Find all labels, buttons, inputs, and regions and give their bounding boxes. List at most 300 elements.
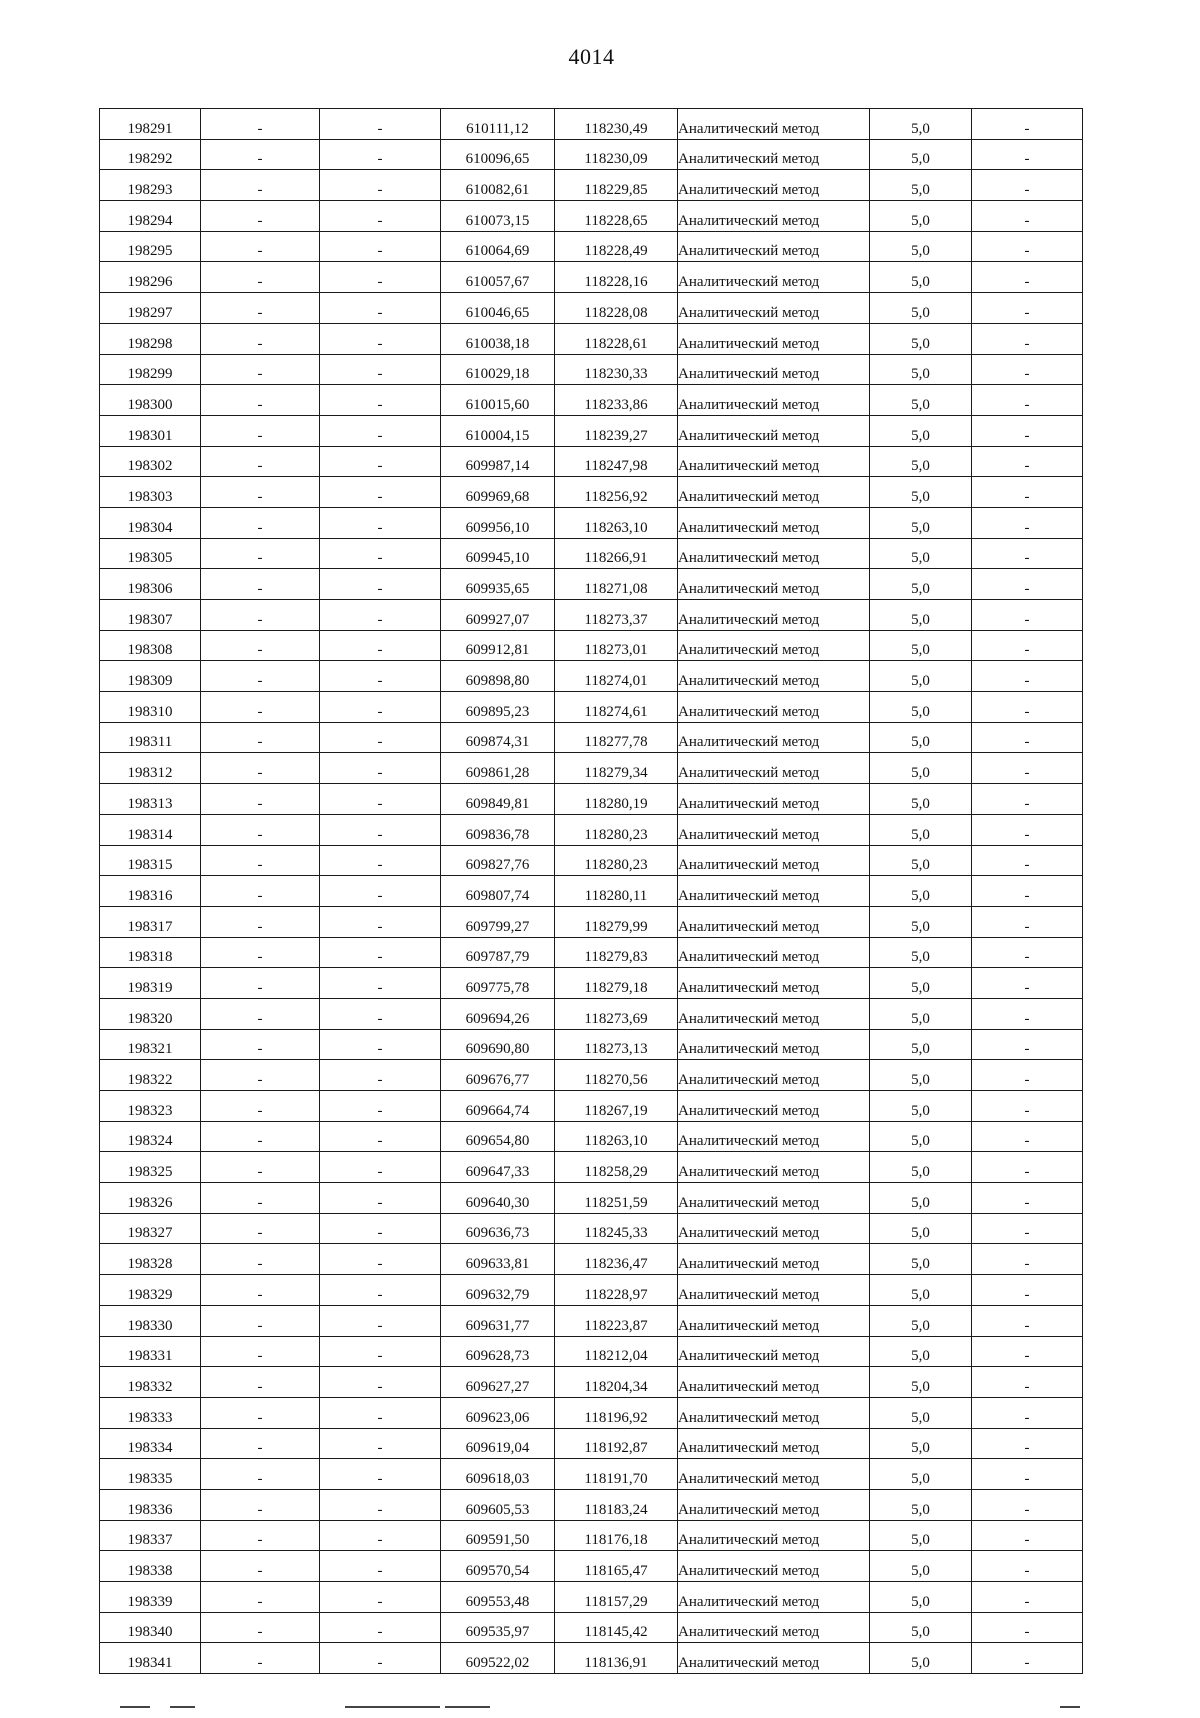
determination-method-cell: Аналитический метод	[678, 446, 870, 477]
x-coordinate-cell: 610111,12	[441, 109, 555, 140]
point-number-cell: 198306	[100, 569, 201, 600]
y-coordinate-cell: 118204,34	[555, 1367, 678, 1398]
empty-value-cell: -	[320, 968, 441, 999]
accuracy-cell: 5,0	[870, 845, 972, 876]
x-coordinate-cell: 609927,07	[441, 600, 555, 631]
empty-value-cell: -	[320, 354, 441, 385]
empty-value-cell: -	[201, 446, 320, 477]
empty-value-cell: -	[201, 1275, 320, 1306]
determination-method-cell: Аналитический метод	[678, 262, 870, 293]
point-number-cell: 198300	[100, 385, 201, 416]
empty-value-cell: -	[320, 1060, 441, 1091]
empty-value-cell: -	[972, 1060, 1083, 1091]
table-row	[100, 385, 1083, 416]
table-row	[100, 906, 1083, 937]
point-number-cell: 198315	[100, 845, 201, 876]
table-row	[100, 937, 1083, 968]
x-coordinate-cell: 610015,60	[441, 385, 555, 416]
table-row	[100, 630, 1083, 661]
table-row	[100, 538, 1083, 569]
y-coordinate-cell: 118228,97	[555, 1275, 678, 1306]
empty-value-cell: -	[320, 814, 441, 845]
point-number-cell: 198336	[100, 1489, 201, 1520]
table-row	[100, 722, 1083, 753]
empty-value-cell: -	[972, 906, 1083, 937]
table-row	[100, 293, 1083, 324]
y-coordinate-cell: 118223,87	[555, 1305, 678, 1336]
empty-value-cell: -	[201, 1305, 320, 1336]
determination-method-cell: Аналитический метод	[678, 385, 870, 416]
determination-method-cell: Аналитический метод	[678, 630, 870, 661]
empty-value-cell: -	[201, 784, 320, 815]
accuracy-cell: 5,0	[870, 998, 972, 1029]
empty-value-cell: -	[201, 507, 320, 538]
empty-value-cell: -	[320, 1582, 441, 1613]
determination-method-cell: Аналитический метод	[678, 231, 870, 262]
x-coordinate-cell: 609787,79	[441, 937, 555, 968]
x-coordinate-cell: 609836,78	[441, 814, 555, 845]
accuracy-cell: 5,0	[870, 170, 972, 201]
empty-value-cell: -	[972, 446, 1083, 477]
x-coordinate-cell: 609874,31	[441, 722, 555, 753]
point-number-cell: 198339	[100, 1582, 201, 1613]
determination-method-cell: Аналитический метод	[678, 1183, 870, 1214]
determination-method-cell: Аналитический метод	[678, 1305, 870, 1336]
accuracy-cell: 5,0	[870, 1582, 972, 1613]
y-coordinate-cell: 118251,59	[555, 1183, 678, 1214]
empty-value-cell: -	[201, 1336, 320, 1367]
accuracy-cell: 5,0	[870, 231, 972, 262]
y-coordinate-cell: 118228,16	[555, 262, 678, 293]
empty-value-cell: -	[972, 1459, 1083, 1490]
empty-value-cell: -	[201, 569, 320, 600]
x-coordinate-cell: 609827,76	[441, 845, 555, 876]
accuracy-cell: 5,0	[870, 1367, 972, 1398]
table-row	[100, 784, 1083, 815]
table-row	[100, 139, 1083, 170]
table-row	[100, 968, 1083, 999]
empty-value-cell: -	[201, 323, 320, 354]
accuracy-cell: 5,0	[870, 937, 972, 968]
empty-value-cell: -	[201, 109, 320, 140]
determination-method-cell: Аналитический метод	[678, 139, 870, 170]
empty-value-cell: -	[972, 1643, 1083, 1674]
accuracy-cell: 5,0	[870, 1459, 972, 1490]
empty-value-cell: -	[972, 477, 1083, 508]
empty-value-cell: -	[320, 692, 441, 723]
x-coordinate-cell: 609654,80	[441, 1121, 555, 1152]
point-number-cell: 198333	[100, 1397, 201, 1428]
point-number-cell: 198308	[100, 630, 201, 661]
empty-value-cell: -	[972, 1367, 1083, 1398]
x-coordinate-cell: 609640,30	[441, 1183, 555, 1214]
y-coordinate-cell: 118165,47	[555, 1551, 678, 1582]
x-coordinate-cell: 609895,23	[441, 692, 555, 723]
empty-value-cell: -	[201, 1582, 320, 1613]
empty-value-cell: -	[972, 507, 1083, 538]
point-number-cell: 198319	[100, 968, 201, 999]
accuracy-cell: 5,0	[870, 1152, 972, 1183]
empty-value-cell: -	[972, 323, 1083, 354]
table-row	[100, 1428, 1083, 1459]
empty-value-cell: -	[320, 600, 441, 631]
determination-method-cell: Аналитический метод	[678, 293, 870, 324]
empty-value-cell: -	[320, 906, 441, 937]
empty-value-cell: -	[320, 661, 441, 692]
y-coordinate-cell: 118236,47	[555, 1244, 678, 1275]
y-coordinate-cell: 118191,70	[555, 1459, 678, 1490]
empty-value-cell: -	[201, 998, 320, 1029]
table-row	[100, 569, 1083, 600]
empty-value-cell: -	[320, 1520, 441, 1551]
accuracy-cell: 5,0	[870, 876, 972, 907]
determination-method-cell: Аналитический метод	[678, 661, 870, 692]
y-coordinate-cell: 118280,23	[555, 845, 678, 876]
point-number-cell: 198318	[100, 937, 201, 968]
determination-method-cell: Аналитический метод	[678, 968, 870, 999]
accuracy-cell: 5,0	[870, 201, 972, 232]
empty-value-cell: -	[201, 1551, 320, 1582]
y-coordinate-cell: 118233,86	[555, 385, 678, 416]
empty-value-cell: -	[972, 293, 1083, 324]
empty-value-cell: -	[201, 1060, 320, 1091]
determination-method-cell: Аналитический метод	[678, 569, 870, 600]
point-number-cell: 198325	[100, 1152, 201, 1183]
x-coordinate-cell: 609664,74	[441, 1091, 555, 1122]
table-row	[100, 1489, 1083, 1520]
x-coordinate-cell: 609628,73	[441, 1336, 555, 1367]
empty-value-cell: -	[972, 630, 1083, 661]
empty-value-cell: -	[972, 998, 1083, 1029]
y-coordinate-cell: 118273,69	[555, 998, 678, 1029]
y-coordinate-cell: 118245,33	[555, 1213, 678, 1244]
table-row	[100, 1091, 1083, 1122]
empty-value-cell: -	[972, 1275, 1083, 1306]
empty-value-cell: -	[320, 262, 441, 293]
table-row	[100, 1582, 1083, 1613]
table-row	[100, 692, 1083, 723]
accuracy-cell: 5,0	[870, 1060, 972, 1091]
x-coordinate-cell: 609619,04	[441, 1428, 555, 1459]
point-number-cell: 198316	[100, 876, 201, 907]
point-number-cell: 198296	[100, 262, 201, 293]
empty-value-cell: -	[320, 845, 441, 876]
determination-method-cell: Аналитический метод	[678, 1152, 870, 1183]
y-coordinate-cell: 118279,34	[555, 753, 678, 784]
empty-value-cell: -	[320, 323, 441, 354]
y-coordinate-cell: 118230,49	[555, 109, 678, 140]
point-number-cell: 198302	[100, 446, 201, 477]
y-coordinate-cell: 118271,08	[555, 569, 678, 600]
table-row	[100, 845, 1083, 876]
table-row	[100, 1367, 1083, 1398]
x-coordinate-cell: 609912,81	[441, 630, 555, 661]
accuracy-cell: 5,0	[870, 538, 972, 569]
y-coordinate-cell: 118280,23	[555, 814, 678, 845]
point-number-cell: 198328	[100, 1244, 201, 1275]
empty-value-cell: -	[972, 784, 1083, 815]
point-number-cell: 198291	[100, 109, 201, 140]
empty-value-cell: -	[972, 1183, 1083, 1214]
determination-method-cell: Аналитический метод	[678, 1428, 870, 1459]
point-number-cell: 198301	[100, 415, 201, 446]
determination-method-cell: Аналитический метод	[678, 1520, 870, 1551]
accuracy-cell: 5,0	[870, 1397, 972, 1428]
point-number-cell: 198304	[100, 507, 201, 538]
empty-value-cell: -	[320, 477, 441, 508]
point-number-cell: 198305	[100, 538, 201, 569]
accuracy-cell: 5,0	[870, 692, 972, 723]
y-coordinate-cell: 118157,29	[555, 1582, 678, 1613]
empty-value-cell: -	[201, 477, 320, 508]
table-row	[100, 661, 1083, 692]
y-coordinate-cell: 118258,29	[555, 1152, 678, 1183]
point-number-cell: 198340	[100, 1612, 201, 1643]
accuracy-cell: 5,0	[870, 1305, 972, 1336]
empty-value-cell: -	[201, 937, 320, 968]
x-coordinate-cell: 609690,80	[441, 1029, 555, 1060]
y-coordinate-cell: 118273,01	[555, 630, 678, 661]
y-coordinate-cell: 118279,99	[555, 906, 678, 937]
point-number-cell: 198320	[100, 998, 201, 1029]
x-coordinate-cell: 609591,50	[441, 1520, 555, 1551]
empty-value-cell: -	[320, 998, 441, 1029]
x-coordinate-cell: 609631,77	[441, 1305, 555, 1336]
determination-method-cell: Аналитический метод	[678, 906, 870, 937]
y-coordinate-cell: 118196,92	[555, 1397, 678, 1428]
table-row	[100, 1121, 1083, 1152]
point-number-cell: 198341	[100, 1643, 201, 1674]
empty-value-cell: -	[320, 1643, 441, 1674]
empty-value-cell: -	[320, 876, 441, 907]
point-number-cell: 198312	[100, 753, 201, 784]
y-coordinate-cell: 118263,10	[555, 1121, 678, 1152]
determination-method-cell: Аналитический метод	[678, 1643, 870, 1674]
empty-value-cell: -	[201, 1213, 320, 1244]
determination-method-cell: Аналитический метод	[678, 998, 870, 1029]
empty-value-cell: -	[972, 1336, 1083, 1367]
empty-value-cell: -	[320, 569, 441, 600]
x-coordinate-cell: 610038,18	[441, 323, 555, 354]
empty-value-cell: -	[201, 845, 320, 876]
empty-value-cell: -	[320, 1213, 441, 1244]
empty-value-cell: -	[972, 1305, 1083, 1336]
determination-method-cell: Аналитический метод	[678, 323, 870, 354]
determination-method-cell: Аналитический метод	[678, 1397, 870, 1428]
table-row	[100, 323, 1083, 354]
empty-value-cell: -	[972, 1121, 1083, 1152]
y-coordinate-cell: 118270,56	[555, 1060, 678, 1091]
point-number-cell: 198314	[100, 814, 201, 845]
accuracy-cell: 5,0	[870, 1551, 972, 1582]
empty-value-cell: -	[320, 538, 441, 569]
y-coordinate-cell: 118136,91	[555, 1643, 678, 1674]
x-coordinate-cell: 609775,78	[441, 968, 555, 999]
y-coordinate-cell: 118176,18	[555, 1520, 678, 1551]
empty-value-cell: -	[320, 170, 441, 201]
x-coordinate-cell: 609987,14	[441, 446, 555, 477]
x-coordinate-cell: 609535,97	[441, 1612, 555, 1643]
y-coordinate-cell: 118273,13	[555, 1029, 678, 1060]
x-coordinate-cell: 609632,79	[441, 1275, 555, 1306]
point-number-cell: 198334	[100, 1428, 201, 1459]
empty-value-cell: -	[320, 722, 441, 753]
point-number-cell: 198322	[100, 1060, 201, 1091]
accuracy-cell: 5,0	[870, 139, 972, 170]
accuracy-cell: 5,0	[870, 753, 972, 784]
coordinates-table-body	[100, 109, 1083, 1674]
empty-value-cell: -	[320, 1459, 441, 1490]
accuracy-cell: 5,0	[870, 323, 972, 354]
table-row	[100, 1244, 1083, 1275]
empty-value-cell: -	[972, 1091, 1083, 1122]
empty-value-cell: -	[972, 1489, 1083, 1520]
empty-value-cell: -	[201, 293, 320, 324]
empty-value-cell: -	[320, 1397, 441, 1428]
x-coordinate-cell: 609623,06	[441, 1397, 555, 1428]
empty-value-cell: -	[972, 722, 1083, 753]
point-number-cell: 198330	[100, 1305, 201, 1336]
determination-method-cell: Аналитический метод	[678, 507, 870, 538]
empty-value-cell: -	[201, 1397, 320, 1428]
point-number-cell: 198323	[100, 1091, 201, 1122]
empty-value-cell: -	[320, 231, 441, 262]
empty-value-cell: -	[201, 600, 320, 631]
determination-method-cell: Аналитический метод	[678, 1121, 870, 1152]
empty-value-cell: -	[320, 1367, 441, 1398]
empty-value-cell: -	[201, 1612, 320, 1643]
table-row	[100, 354, 1083, 385]
empty-value-cell: -	[972, 385, 1083, 416]
point-number-cell: 198313	[100, 784, 201, 815]
empty-value-cell: -	[320, 1489, 441, 1520]
empty-value-cell: -	[320, 415, 441, 446]
empty-value-cell: -	[201, 1244, 320, 1275]
determination-method-cell: Аналитический метод	[678, 753, 870, 784]
accuracy-cell: 5,0	[870, 1121, 972, 1152]
empty-value-cell: -	[320, 1244, 441, 1275]
table-row	[100, 1551, 1083, 1582]
x-coordinate-cell: 610004,15	[441, 415, 555, 446]
empty-value-cell: -	[201, 385, 320, 416]
y-coordinate-cell: 118229,85	[555, 170, 678, 201]
empty-value-cell: -	[972, 1582, 1083, 1613]
empty-value-cell: -	[201, 354, 320, 385]
y-coordinate-cell: 118239,27	[555, 415, 678, 446]
x-coordinate-cell: 610064,69	[441, 231, 555, 262]
empty-value-cell: -	[972, 600, 1083, 631]
y-coordinate-cell: 118230,09	[555, 139, 678, 170]
table-row	[100, 753, 1083, 784]
determination-method-cell: Аналитический метод	[678, 600, 870, 631]
x-coordinate-cell: 610082,61	[441, 170, 555, 201]
empty-value-cell: -	[320, 293, 441, 324]
empty-value-cell: -	[320, 139, 441, 170]
empty-value-cell: -	[972, 1520, 1083, 1551]
empty-value-cell: -	[201, 968, 320, 999]
empty-value-cell: -	[201, 538, 320, 569]
empty-value-cell: -	[201, 1643, 320, 1674]
empty-value-cell: -	[201, 753, 320, 784]
point-number-cell: 198324	[100, 1121, 201, 1152]
table-row	[100, 1643, 1083, 1674]
point-number-cell: 198326	[100, 1183, 201, 1214]
point-number-cell: 198293	[100, 170, 201, 201]
table-row	[100, 1275, 1083, 1306]
determination-method-cell: Аналитический метод	[678, 477, 870, 508]
empty-value-cell: -	[201, 1428, 320, 1459]
point-number-cell: 198298	[100, 323, 201, 354]
empty-value-cell: -	[320, 630, 441, 661]
y-coordinate-cell: 118267,19	[555, 1091, 678, 1122]
accuracy-cell: 5,0	[870, 1029, 972, 1060]
accuracy-cell: 5,0	[870, 630, 972, 661]
empty-value-cell: -	[972, 661, 1083, 692]
empty-value-cell: -	[201, 1367, 320, 1398]
y-coordinate-cell: 118228,61	[555, 323, 678, 354]
empty-value-cell: -	[320, 753, 441, 784]
table-row	[100, 1029, 1083, 1060]
y-coordinate-cell: 118277,78	[555, 722, 678, 753]
empty-value-cell: -	[972, 937, 1083, 968]
table-row	[100, 1213, 1083, 1244]
x-coordinate-cell: 610057,67	[441, 262, 555, 293]
empty-value-cell: -	[320, 1305, 441, 1336]
empty-value-cell: -	[201, 1459, 320, 1490]
determination-method-cell: Аналитический метод	[678, 1275, 870, 1306]
empty-value-cell: -	[320, 1029, 441, 1060]
accuracy-cell: 5,0	[870, 1244, 972, 1275]
empty-value-cell: -	[972, 1612, 1083, 1643]
page-number: 4014	[568, 44, 615, 69]
table-row	[100, 814, 1083, 845]
determination-method-cell: Аналитический метод	[678, 1244, 870, 1275]
empty-value-cell: -	[320, 1275, 441, 1306]
empty-value-cell: -	[201, 1091, 320, 1122]
empty-value-cell: -	[320, 1091, 441, 1122]
empty-value-cell: -	[972, 814, 1083, 845]
y-coordinate-cell: 118228,49	[555, 231, 678, 262]
empty-value-cell: -	[201, 1520, 320, 1551]
accuracy-cell: 5,0	[870, 661, 972, 692]
determination-method-cell: Аналитический метод	[678, 538, 870, 569]
accuracy-cell: 5,0	[870, 354, 972, 385]
point-number-cell: 198335	[100, 1459, 201, 1490]
empty-value-cell: -	[201, 814, 320, 845]
determination-method-cell: Аналитический метод	[678, 1029, 870, 1060]
accuracy-cell: 5,0	[870, 1091, 972, 1122]
table-row	[100, 415, 1083, 446]
empty-value-cell: -	[320, 1336, 441, 1367]
y-coordinate-cell: 118228,65	[555, 201, 678, 232]
accuracy-cell: 5,0	[870, 446, 972, 477]
table-row	[100, 201, 1083, 232]
empty-value-cell: -	[972, 1397, 1083, 1428]
y-coordinate-cell: 118266,91	[555, 538, 678, 569]
point-number-cell: 198295	[100, 231, 201, 262]
empty-value-cell: -	[972, 1152, 1083, 1183]
y-coordinate-cell: 118273,37	[555, 600, 678, 631]
determination-method-cell: Аналитический метод	[678, 1551, 870, 1582]
empty-value-cell: -	[201, 876, 320, 907]
empty-value-cell: -	[201, 1183, 320, 1214]
x-coordinate-cell: 610073,15	[441, 201, 555, 232]
x-coordinate-cell: 609799,27	[441, 906, 555, 937]
determination-method-cell: Аналитический метод	[678, 1582, 870, 1613]
accuracy-cell: 5,0	[870, 507, 972, 538]
y-coordinate-cell: 118279,83	[555, 937, 678, 968]
table-row	[100, 170, 1083, 201]
